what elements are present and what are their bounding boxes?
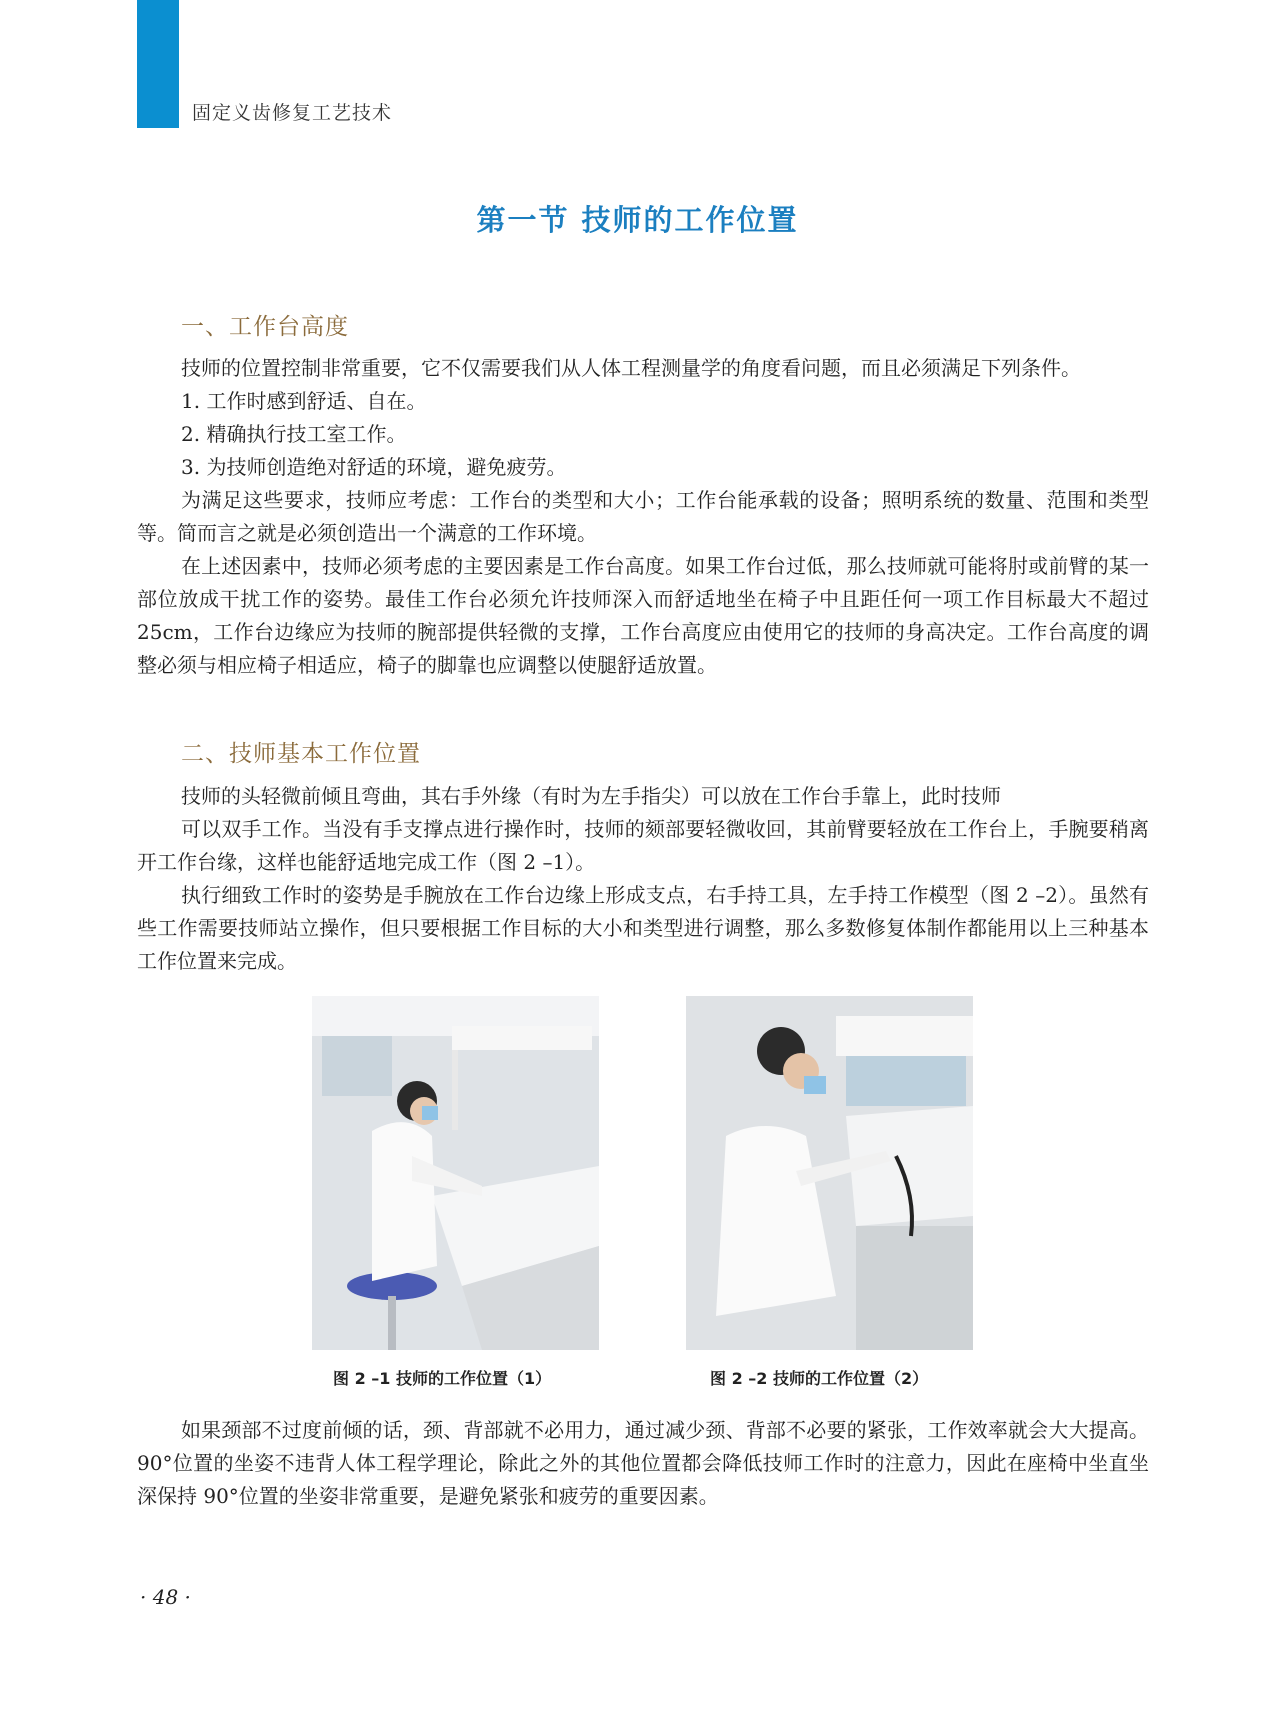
chapter-side-bar xyxy=(137,0,179,128)
page-number: · 48 · xyxy=(140,1585,191,1609)
subheading-workbench-height: 一、工作台高度 xyxy=(181,314,349,340)
part2-body xyxy=(137,780,1149,978)
part2-line-2: 可以双手工作。当没有手支撑点进行操作时，技师的颏部要轻微收回，其前臂要轻放在工作台上，手腕要稍离开工作台缘，这样也能舒适地完成工作（图 2 –1）。 xyxy=(137,817,1149,874)
part2-para-2: 执行细致工作时的姿势是手腕放在工作台边缘上形成支点，右手持工具，左手持工作模型（图 2 –2）。虽然有些工作需要技师站立操作，但只要根据工作目标的大小和类型进行调整，那么多数修复体制作都能用以上三种基本工作位置来完成。 xyxy=(137,883,1149,973)
part2-line-1: 技师的头轻微前倾且弯曲，其右手外缘（有时为左手指尖）可以放在工作台手靠上，此时技师 xyxy=(181,784,1001,808)
part1-item-1: 1. 工作时感到舒适、自在。 xyxy=(181,389,427,413)
figure-2-2-photo xyxy=(686,996,973,1350)
closing-body xyxy=(137,1414,1149,1513)
part1-intro: 技师的位置控制非常重要，它不仅需要我们从人体工程测量学的角度看问题，而且必须满足下列条件。 xyxy=(181,356,1081,380)
part1-body xyxy=(137,352,1149,682)
part1-item-2: 2. 精确执行技工室工作。 xyxy=(181,422,407,446)
part1-item-3: 3. 为技师创造绝对舒适的环境，避免疲劳。 xyxy=(181,455,567,479)
figure-2-1-photo xyxy=(312,996,599,1350)
part1-para-2: 为满足这些要求，技师应考虑：工作台的类型和大小；工作台能承载的设备；照明系统的数量、范围和类型等。简而言之就是必须创造出一个满意的工作环境。 xyxy=(137,488,1149,545)
running-title: 固定义齿修复工艺技术 xyxy=(192,102,393,124)
section-title: 第一节 技师的工作位置 xyxy=(476,203,799,237)
part1-para-3: 在上述因素中，技师必须考虑的主要因素是工作台高度。如果工作台过低，那么技师就可能将肘或前臂的某一部位放成干扰工作的姿势。最佳工作台必须允许技师深入而舒适地坐在椅子中且距任何一项工作目标最大不超过 25cm，工作台边缘应为技师的腕部提供轻微的支撑，工作台高度应由使用它的技师的身高决定。工作台高度的调整必须与相应椅子相适应，椅子的脚靠也应调整以使腿舒适放置。 xyxy=(137,554,1149,677)
figure-2-1-caption: 图 2 –1 技师的工作位置（1） xyxy=(333,1369,552,1388)
subheading-basic-position: 二、技师基本工作位置 xyxy=(181,741,421,767)
closing-paragraph: 如果颈部不过度前倾的话，颈、背部就不必用力，通过减少颈、背部不必要的紧张，工作效率就会大大提高。90°位置的坐姿不违背人体工程学理论，除此之外的其他位置都会降低技师工作时的注意力，因此在座椅中坐直坐深保持 90°位置的坐姿非常重要，是避免紧张和疲劳的重要因素。 xyxy=(137,1418,1149,1508)
figure-2-2-caption: 图 2 –2 技师的工作位置（2） xyxy=(710,1369,929,1388)
